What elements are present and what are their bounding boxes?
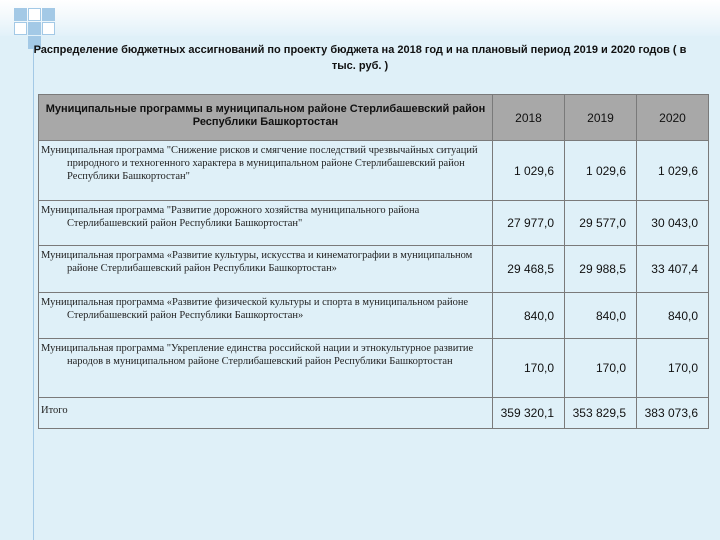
value-2019: 1 029,6: [565, 141, 637, 201]
header-program: Муниципальные программы в муниципальном районе Стерлибашевский район Республики Башкортостан: [39, 95, 493, 141]
table-row: [39, 339, 709, 398]
table-header-row: [39, 95, 709, 141]
value-2018: 1 029,6: [493, 141, 565, 201]
total-2019: 353 829,5: [565, 398, 637, 429]
value-2020: 840,0: [637, 293, 709, 339]
value-2019: 840,0: [565, 293, 637, 339]
slide-top-band: [0, 0, 720, 36]
total-label: Итого: [39, 398, 493, 429]
table-row: [39, 201, 709, 246]
budget-table: [38, 94, 709, 429]
value-2020: 170,0: [637, 339, 709, 398]
decor-square: [28, 22, 41, 35]
decor-square: [42, 8, 55, 21]
program-name: Муниципальная программа "Снижение рисков и смягчение последствий чрезвычайных ситуаций природного и техногенного характера в муниципальном районе Стерлибашевский район Республики Башкортостан": [39, 141, 493, 201]
slide-title: Распределение бюджетных ассигнований по проекту бюджета на 2018 год и на плановый период 2019 и 2020 годов ( в тыс. руб. ): [33, 44, 687, 72]
total-2018: 359 320,1: [493, 398, 565, 429]
value-2018: 840,0: [493, 293, 565, 339]
decor-square: [14, 22, 27, 35]
value-2020: 1 029,6: [637, 141, 709, 201]
value-2019: 29 577,0: [565, 201, 637, 246]
program-name: Муниципальная программа "Развитие дорожного хозяйства муниципального района Стерлибашевский район Республики Башкортостан": [39, 201, 493, 246]
decor-square: [14, 8, 27, 21]
header-year-2019: 2019: [565, 95, 637, 141]
value-2019: 170,0: [565, 339, 637, 398]
decor-square: [28, 8, 41, 21]
value-2020: 30 043,0: [637, 201, 709, 246]
header-year-2018: 2018: [493, 95, 565, 141]
table-total-row: [39, 398, 709, 429]
table-row: [39, 246, 709, 293]
decor-square: [42, 22, 55, 35]
program-name: Муниципальная программа «Развитие физической культуры и спорта в муниципальном районе Стерлибашевский район Республики Башкортостан»: [39, 293, 493, 339]
value-2018: 170,0: [493, 339, 565, 398]
value-2018: 29 468,5: [493, 246, 565, 293]
decor-vertical-line: [33, 44, 34, 540]
table-row: [39, 293, 709, 339]
header-year-2020: 2020: [637, 95, 709, 141]
value-2020: 33 407,4: [637, 246, 709, 293]
value-2018: 27 977,0: [493, 201, 565, 246]
total-2020: 383 073,6: [637, 398, 709, 429]
table-row: [39, 141, 709, 201]
program-name: Муниципальная программа "Укрепление единства российской нации и этнокультурное развитие народов в муниципальном районе Стерлибашевский район Республики Башкортостан: [39, 339, 493, 398]
value-2019: 29 988,5: [565, 246, 637, 293]
program-name: Муниципальная программа «Развитие культуры, искусства и кинематографии в муниципальном районе Стерлибашевский район Республики Башкортостан»: [39, 246, 493, 293]
